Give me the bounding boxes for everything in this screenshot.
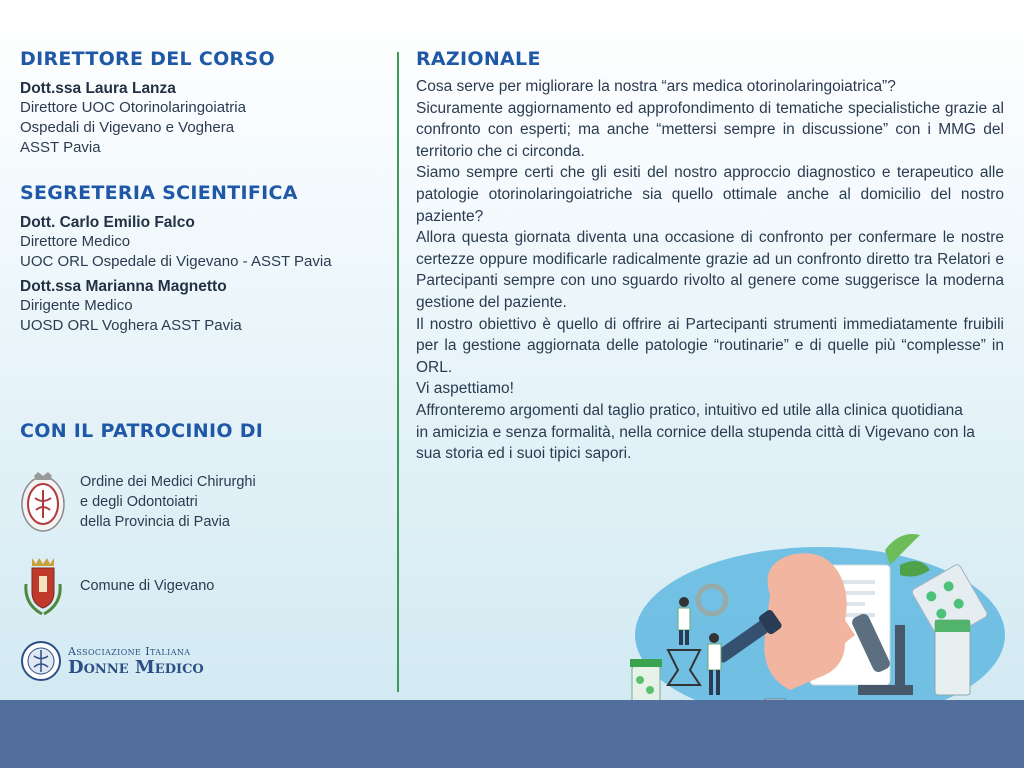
razionale-paragraph: in amicizia e senza formalità, nella cornice della stupenda città di Vigevano con la sua storia ed i suoi tipici sapori.	[416, 423, 975, 463]
razionale-paragraph: Il nostro obiettivo è quello di offrire ai Partecipanti strumenti immediatamente fruibili per la gestione aggiornata delle patologie “routinarie” e di quelle più “complesse” in ORL.	[416, 315, 1004, 376]
direttore-line: Direttore UOC Otorinolaringoiatria	[20, 99, 246, 116]
aidm-logo-line1: Associazione Italiana	[68, 644, 191, 658]
razionale-column	[416, 48, 1004, 465]
direttore-heading: DIRETTORE DEL CORSO	[20, 48, 275, 70]
segreteria-person-name: Dott. Carlo Emilio Falco	[20, 214, 195, 231]
left-column	[20, 48, 380, 336]
segreteria-person-line: Direttore Medico	[20, 233, 131, 250]
patrocinio-heading: CON IL PATROCINIO DI	[20, 420, 264, 442]
patron-line: della Provincia di Pavia	[80, 514, 230, 530]
direttore-name: Dott.ssa Laura Lanza	[20, 80, 176, 97]
pill-jar-icon	[630, 659, 662, 705]
razionale-paragraph: Cosa serve per migliorare la nostra “ars medica otorinolaringoiatrica”?	[416, 78, 896, 95]
segreteria-person-name: Dott.ssa Marianna Magnetto	[20, 278, 227, 295]
vigevano-coat-of-arms-icon	[20, 554, 66, 618]
patron-line: Ordine dei Medici Chirurghi	[80, 474, 256, 490]
patron-medical-order	[20, 470, 360, 534]
patron-line: Comune di Vigevano	[80, 578, 215, 594]
patron-line: e degli Odontoiatri	[80, 494, 198, 510]
razionale-paragraph: Affronteremo argomenti dal taglio pratico, intuitivo ed utile alla clinica quotidiana	[416, 401, 963, 419]
patron-comune	[20, 554, 360, 618]
segreteria-person-line: UOC ORL Ospedale di Vigevano - ASST Pavia	[20, 253, 332, 270]
razionale-paragraph: Sicuramente aggiornamento ed approfondimento di tematiche specialistiche grazie al confronto con esperti; ma anche “mettersi sempre in discussione” con i MMG del territorio che ci circonda.	[416, 99, 1004, 160]
aidm-logo-line2: Donne Medico	[68, 656, 204, 678]
razionale-paragraph: Vi aspettiamo!	[416, 380, 514, 398]
razionale-paragraph: Siamo sempre certi che gli esiti del nostro approccio diagnostico e terapeutico alle patologie otorinolaringoiatriche sia quello ottimale anche al domicilio del nostro paziente?	[416, 164, 1004, 225]
razionale-paragraph: Allora questa giornata diventa una occasione di confronto per confermare le nostre certezze oppure modificarle radicalmente grazie ad un confronto diretto tra Relatori e Partecipanti sempre con uno sguardo rivolto al genere come suggerisce la moderna gestione del paziente.	[416, 229, 1004, 311]
ent-medical-illustration	[600, 525, 1024, 725]
aidm-seal-icon	[20, 640, 62, 682]
razionale-heading: RAZIONALE	[416, 48, 541, 70]
aidm-logo	[20, 640, 360, 682]
segreteria-person-line: Dirigente Medico	[20, 297, 133, 314]
medical-order-seal-icon	[20, 470, 66, 534]
direttore-line: Ospedali di Vigevano e Voghera	[20, 119, 235, 136]
segreteria-heading: SEGRETERIA SCIENTIFICA	[20, 182, 298, 204]
footer-bar	[0, 700, 1024, 768]
column-divider	[397, 52, 399, 692]
segreteria-person-line: UOSD ORL Voghera ASST Pavia	[20, 317, 242, 334]
direttore-line: ASST Pavia	[20, 139, 101, 156]
